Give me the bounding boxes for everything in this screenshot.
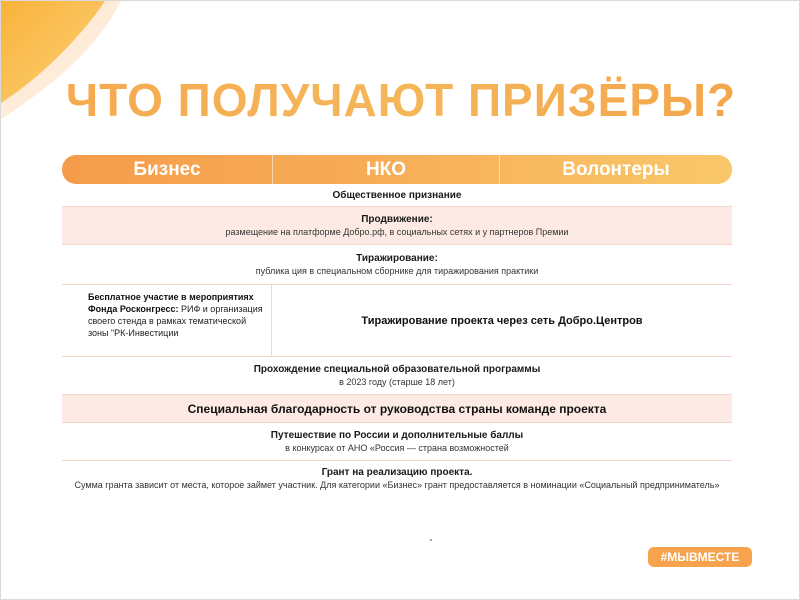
row-text: публика ция в специальном сборнике для тиражирования практики (255, 266, 539, 276)
category-tabs (62, 155, 732, 184)
hashtag-badge: #МЫВМЕСТЕ (648, 547, 752, 567)
decorative-dot (430, 539, 432, 541)
row-replication (62, 245, 732, 285)
tab-business[interactable]: Бизнес (62, 155, 273, 184)
row-text: в 2023 году (старше 18 лет) (339, 377, 455, 387)
row-promotion (62, 207, 732, 245)
row-heading: Продвижение: (361, 214, 433, 225)
row-travel (62, 423, 732, 461)
row-split (62, 285, 732, 357)
row-text: в конкурсах от АНО «Россия — страна возможностей (285, 443, 509, 453)
page-title: ЧТО ПОЛУЧАЮТ ПРИЗЁРЫ? (1, 73, 800, 127)
roscongress-cell (62, 285, 272, 356)
roscongress-text: РИФ и организация своего стенда в рамках тематической зоны "РК-Инвестиции (88, 304, 263, 338)
tab-volunteers[interactable]: Волонтеры (562, 158, 670, 180)
row-heading: Путешествие по России и дополнительные баллы (270, 430, 524, 441)
row-heading: Грант на реализацию проекта. (321, 466, 473, 478)
dobro-centers-cell: Тиражирование проекта через сеть Добро.Центров (361, 314, 643, 327)
roscongress-heading: Бесплатное участие в мероприятиях Фонда Росконгресс: (88, 292, 254, 314)
row-text: размещение на платформе Добро.рф, в социальных сетях и у партнеров Премии (225, 227, 569, 237)
row-heading: Прохождение специальной образовательной программы (253, 364, 541, 375)
row-education (62, 357, 732, 395)
row-heading: Специальная благодарность от руководства страны команде проекта (187, 401, 607, 416)
row-gratitude (62, 395, 732, 423)
row-heading: Тиражирование: (356, 253, 438, 264)
tab-nko[interactable]: НКО (273, 155, 500, 184)
row-public-recognition (62, 185, 732, 207)
row-grant (62, 461, 732, 495)
row-text: Сумма гранта зависит от места, которое займет участник. Для категории «Бизнес» грант предоставляется в номинации «Социальный предприниматель» (74, 479, 720, 490)
row-heading: Общественное признание (332, 190, 462, 201)
